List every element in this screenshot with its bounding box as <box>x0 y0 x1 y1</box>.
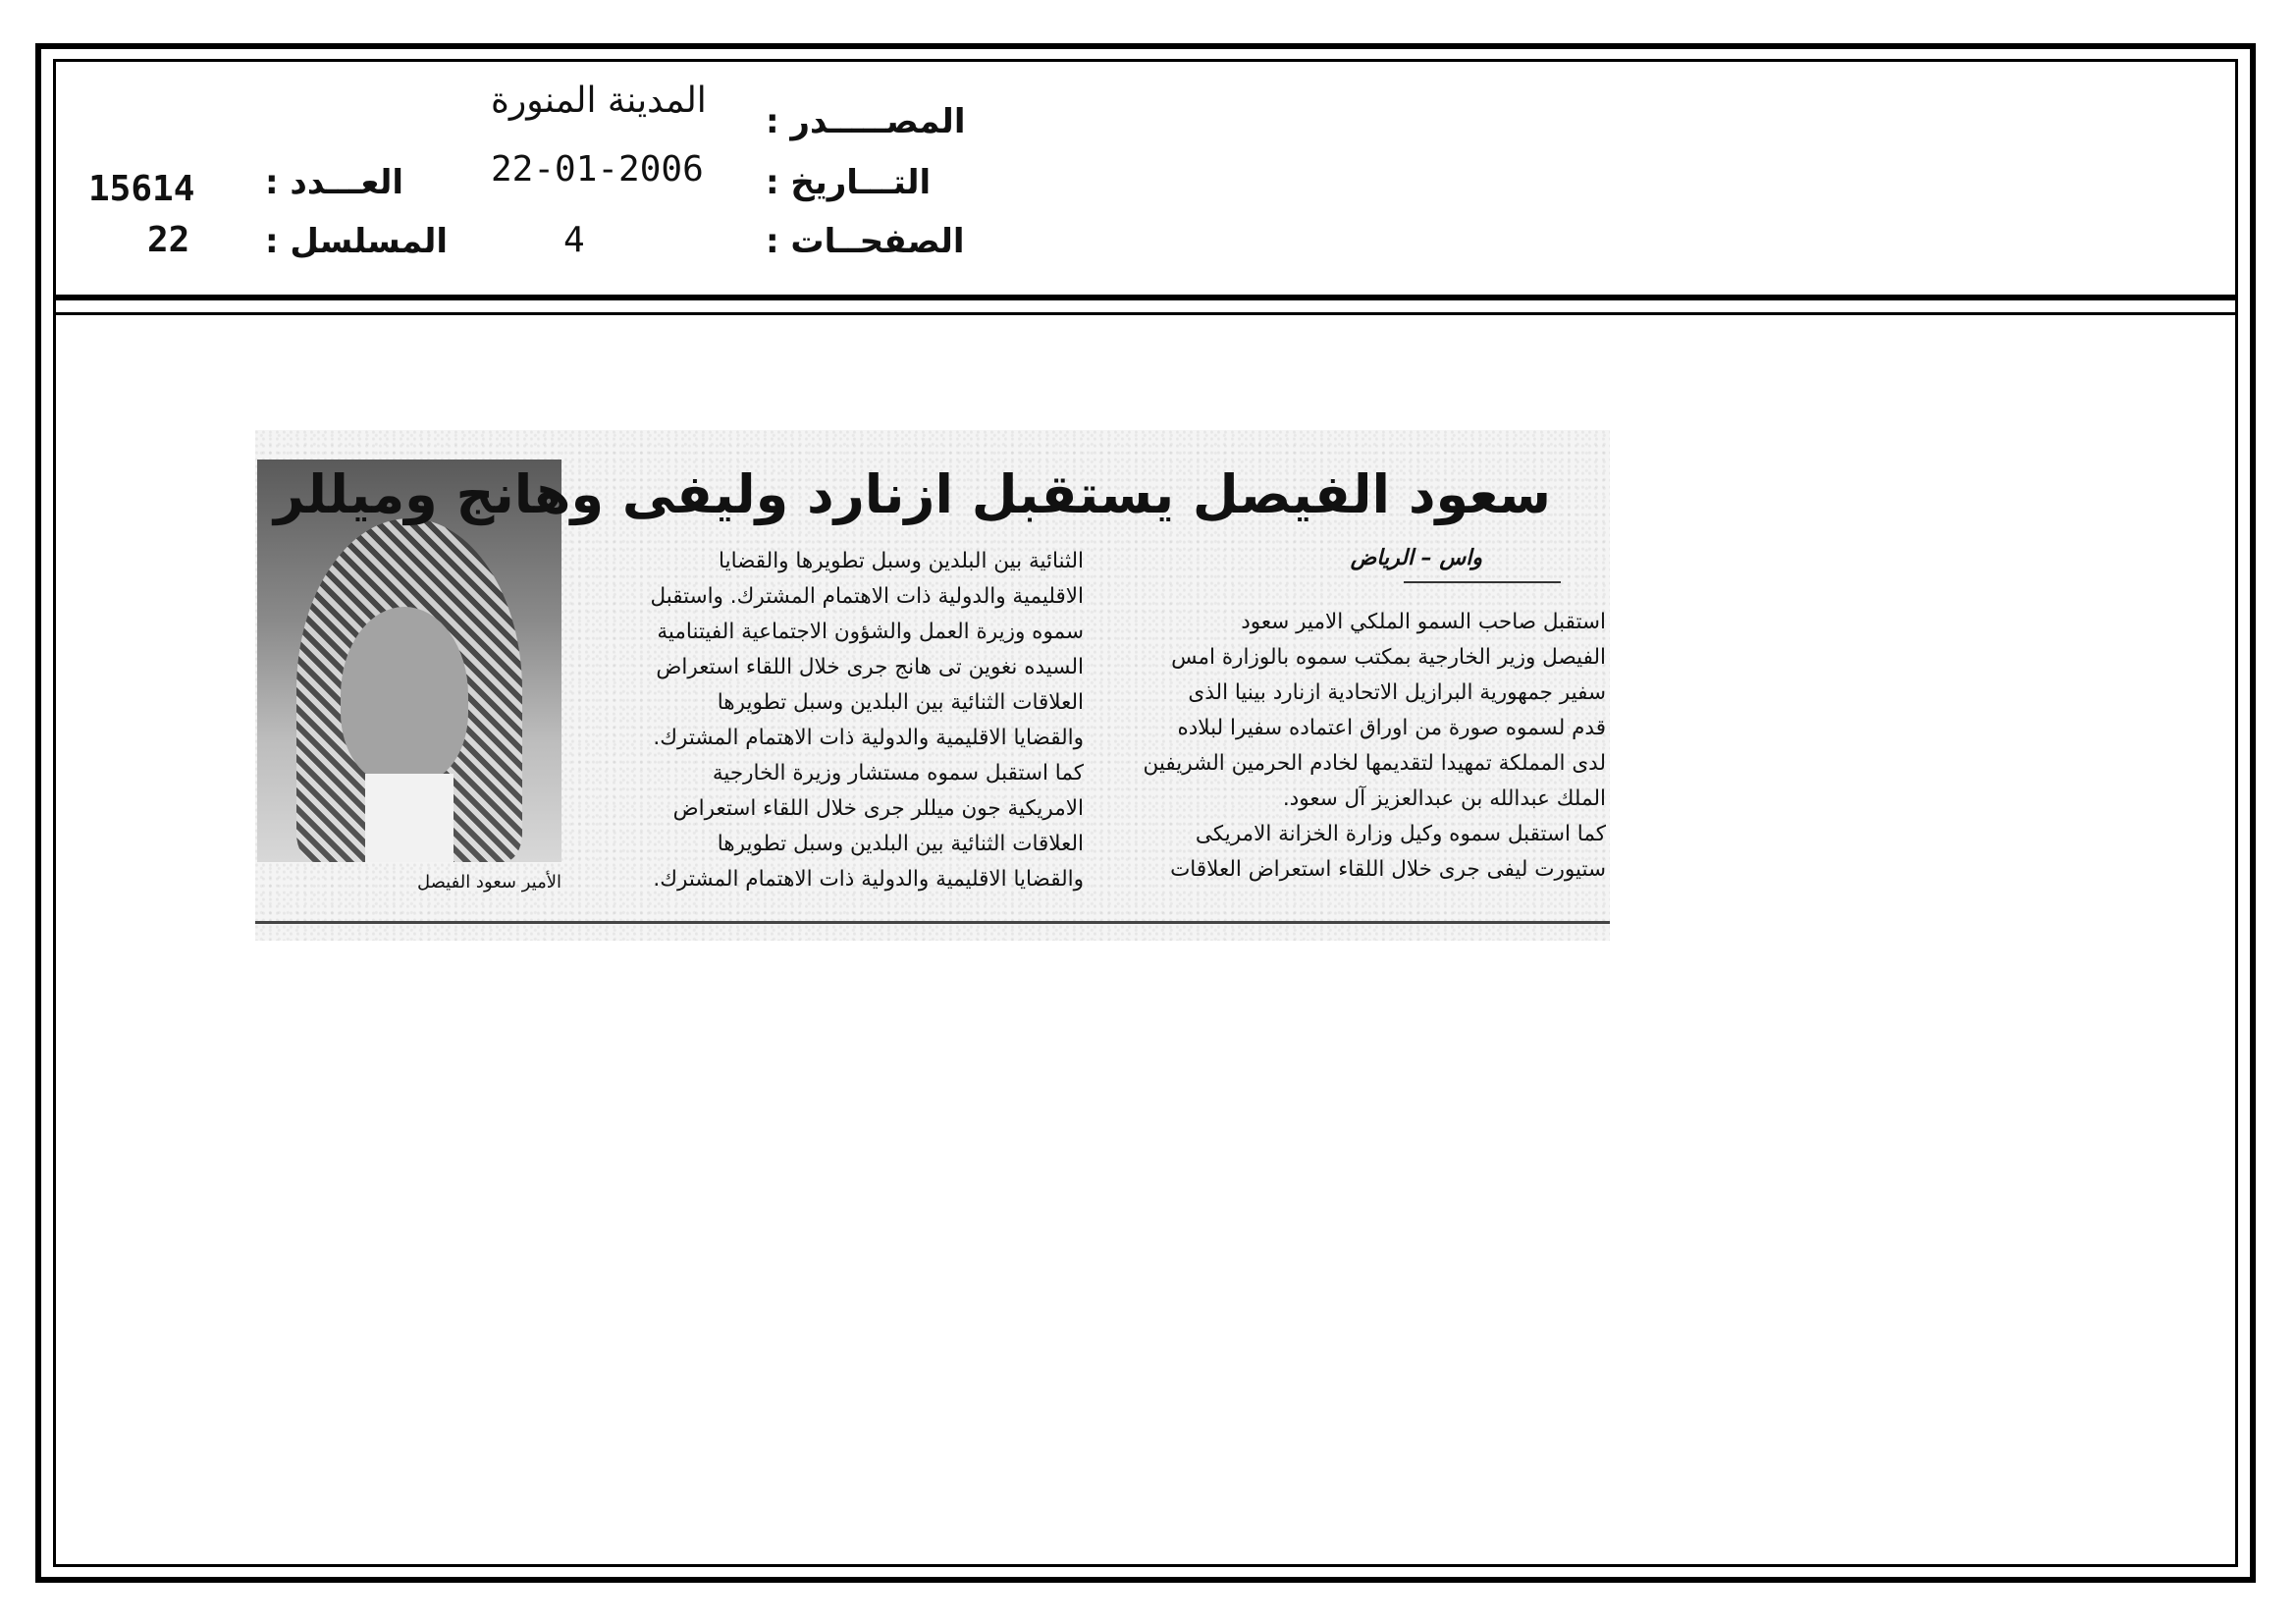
header-divider-thin <box>53 312 2238 315</box>
article-headline: سعود الفيصل يستقبل ازنارد وليفى وهانج وميللر <box>274 463 1551 525</box>
source-label: المصـــــدر : <box>766 102 966 141</box>
text-line: ستيورت ليفى جرى خلال اللقاء استعراض العلاقات <box>1170 857 1606 882</box>
text-line: الاقليمية والدولية ذات الاهتمام المشترك. واستقبل <box>650 584 1084 609</box>
article-column-left <box>601 544 1084 897</box>
pages-value: 4 <box>563 220 585 260</box>
text-line: الفيصل وزير الخارجية بمكتب سموه بالوزارة امس <box>1171 645 1606 670</box>
source-value: المدينة المنورة <box>491 81 707 121</box>
issue-value: 15614 <box>88 169 195 209</box>
header-divider <box>53 295 2238 300</box>
collar-area <box>365 774 454 862</box>
clipping-bottom-rule <box>255 921 1610 924</box>
text-line: والقضايا الاقليمية والدولية ذات الاهتمام المشترك. <box>653 867 1084 892</box>
text-line: السيده نغوين تى هانج جرى خلال اللقاء استعراض <box>656 655 1084 679</box>
byline-underline <box>1404 581 1561 583</box>
text-line: الامريكية جون ميللر جرى خلال اللقاء استعراض <box>672 796 1084 821</box>
text-line: سموه وزيرة العمل والشؤون الاجتماعية الفيتنامية <box>657 620 1084 644</box>
text-line: قدم لسموه صورة من اوراق اعتماده سفيرا لبلاده <box>1177 716 1606 740</box>
text-line: والقضايا الاقليمية والدولية ذات الاهتمام المشترك. <box>653 726 1084 750</box>
text-line: كما استقبل سموه وكيل وزارة الخزانة الامريكى <box>1195 822 1606 846</box>
date-label: التـــاريخ : <box>766 163 932 202</box>
article-column-right <box>1121 605 1606 888</box>
text-line: لدى المملكة تمهيدا لتقديمها لخادم الحرمين الشريفين <box>1143 751 1606 776</box>
text-line: سفير جمهورية البرازيل الاتحادية ازنارد بينيا الذى <box>1188 680 1606 705</box>
text-line: استقبل صاحب السمو الملكي الامير سعود <box>1241 610 1606 634</box>
pages-label: الصفحــات : <box>766 222 965 261</box>
article-byline: واس – الرياض <box>1350 546 1482 570</box>
text-line: العلاقات الثنائية بين البلدين وسبل تطويرها <box>717 690 1084 715</box>
text-line: العلاقات الثنائية بين البلدين وسبل تطويرها <box>717 832 1084 856</box>
issue-label: العـــدد : <box>265 163 403 202</box>
serial-value: 22 <box>147 220 190 260</box>
face-area <box>341 607 468 784</box>
serial-label: المسلسل : <box>265 222 449 261</box>
text-line: الثنائية بين البلدين وسبل تطويرها والقضايا <box>719 549 1084 573</box>
photo-caption: الأمير سعود الفيصل <box>416 872 561 893</box>
text-line: الملك عبدالله بن عبدالعزيز آل سعود. <box>1282 786 1606 811</box>
text-line: كما استقبل سموه مستشار وزيرة الخارجية <box>712 761 1084 785</box>
date-value: 22-01-2006 <box>491 149 704 189</box>
